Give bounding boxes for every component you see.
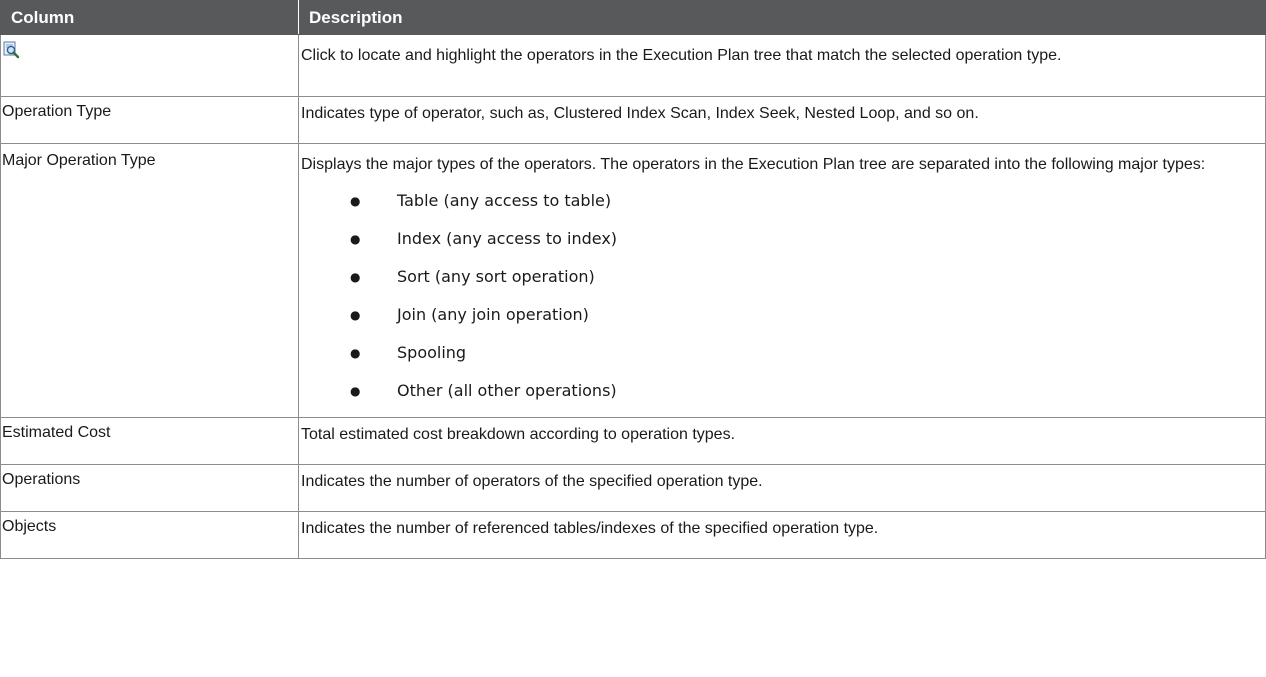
table-row xyxy=(1,97,1266,144)
table-row xyxy=(1,512,1266,559)
cell-column: Major Operation Type xyxy=(1,144,299,418)
cell-description: Indicates the number of referenced tables/indexes of the specified operation type. xyxy=(299,512,1266,559)
bullet-icon: ● xyxy=(350,308,361,322)
list-item-label: Sort (any sort operation) xyxy=(397,267,595,286)
table-header-row xyxy=(1,1,1266,35)
table-row xyxy=(1,465,1266,512)
description-text: Displays the major types of the operators. The operators in the Execution Plan tree are separated into the following major types: xyxy=(301,156,1206,173)
cell-column xyxy=(1,35,299,97)
locate-highlight-icon xyxy=(3,41,21,59)
bullet-icon: ● xyxy=(350,270,361,284)
bullet-icon: ● xyxy=(350,346,361,360)
list-item-label: Table (any access to table) xyxy=(397,191,612,210)
list-item xyxy=(301,334,1257,372)
cell-column: Estimated Cost xyxy=(1,418,299,465)
header-description: Description xyxy=(299,1,1266,35)
list-item-label: Other (all other operations) xyxy=(397,381,617,400)
bullet-icon: ● xyxy=(350,194,361,208)
list-item xyxy=(301,372,1257,410)
cell-column: Operations xyxy=(1,465,299,512)
table-row xyxy=(1,418,1266,465)
table-row xyxy=(1,35,1266,97)
cell-description: Click to locate and highlight the operators in the Execution Plan tree that match the selected operation type. xyxy=(299,35,1266,97)
table-row xyxy=(1,144,1266,418)
cell-description xyxy=(299,144,1266,418)
cell-description: Indicates the number of operators of the specified operation type. xyxy=(299,465,1266,512)
list-item-label: Join (any join operation) xyxy=(397,305,589,324)
cell-description: Total estimated cost breakdown according to operation types. xyxy=(299,418,1266,465)
list-item xyxy=(301,296,1257,334)
bullet-icon: ● xyxy=(350,232,361,246)
list-item xyxy=(301,258,1257,296)
major-types-list xyxy=(301,182,1257,410)
list-item xyxy=(301,182,1257,220)
cell-column: Operation Type xyxy=(1,97,299,144)
cell-description: Indicates type of operator, such as, Clustered Index Scan, Index Seek, Nested Loop, and so on. xyxy=(299,97,1266,144)
bullet-icon: ● xyxy=(350,384,361,398)
header-column: Column xyxy=(1,1,299,35)
cell-column: Objects xyxy=(1,512,299,559)
list-item xyxy=(301,220,1257,258)
list-item-label: Index (any access to index) xyxy=(397,229,618,248)
list-item-label: Spooling xyxy=(397,343,467,362)
